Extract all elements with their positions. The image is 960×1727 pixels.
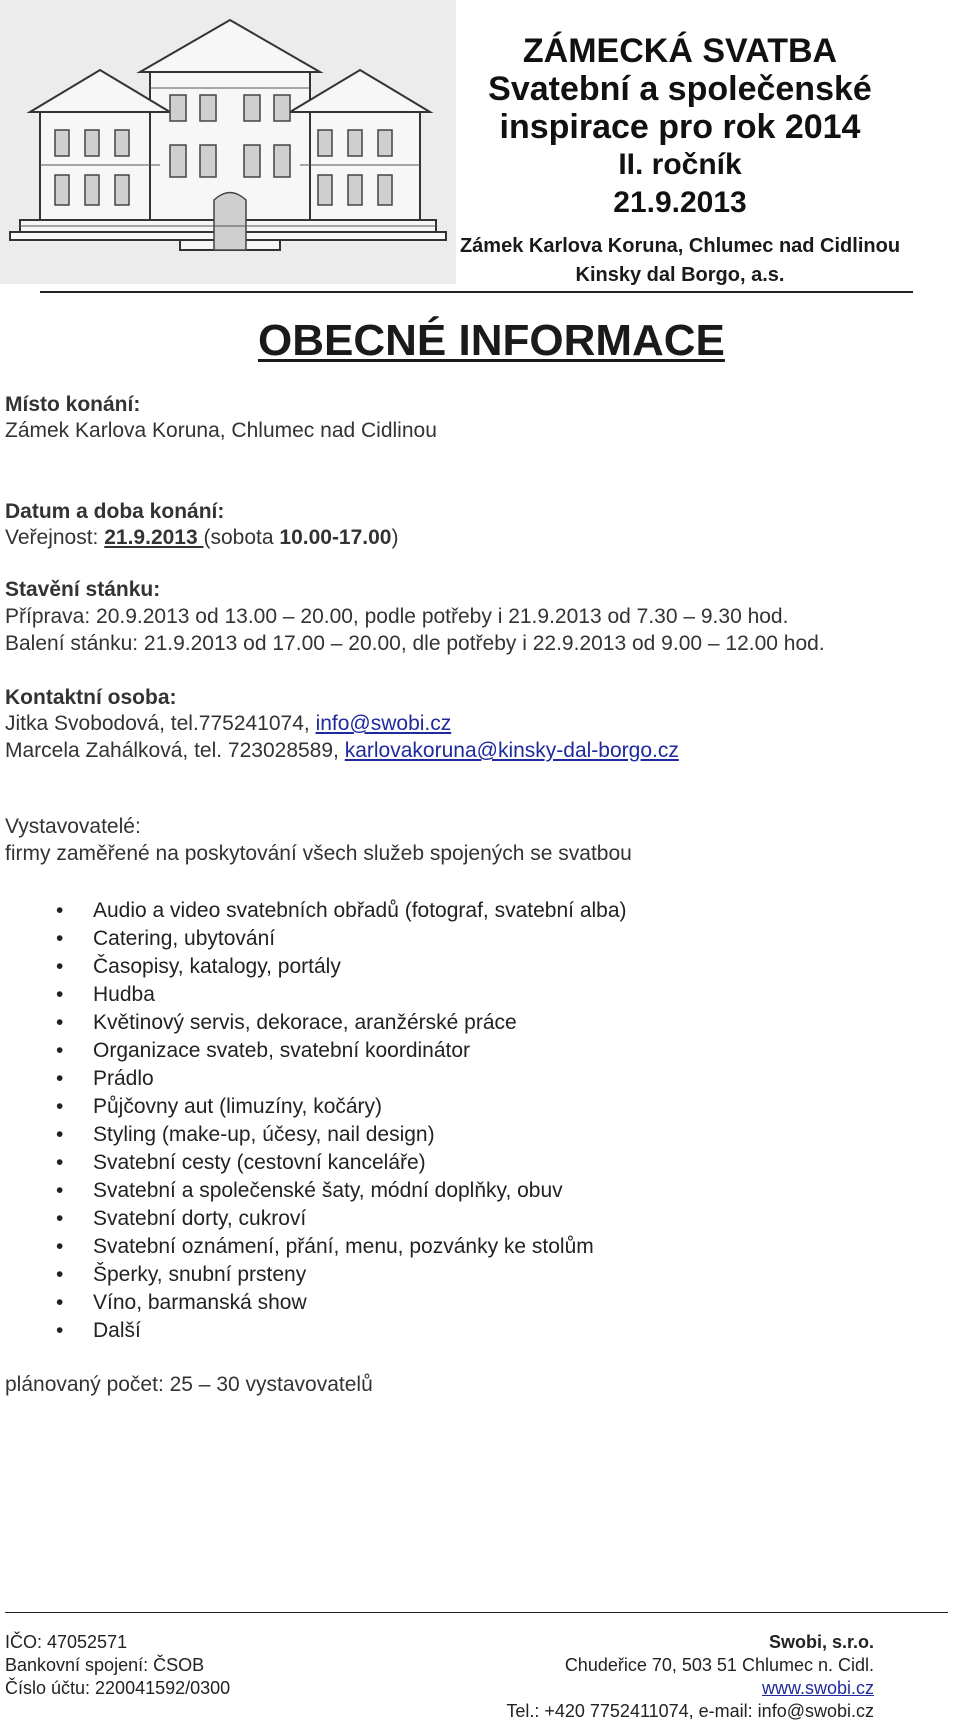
datetime-label: Datum a doba konání: <box>5 500 225 523</box>
bullet-icon: • <box>56 1319 64 1342</box>
footer-divider <box>5 1612 948 1613</box>
place-value: Zámek Karlova Koruna, Chlumec nad Cidlinou <box>5 419 437 442</box>
bullet-icon: • <box>56 1291 64 1314</box>
contact-person-2: Marcela Zahálková, tel. 723028589, karlovakoruna@kinsky-dal-borgo.cz <box>5 739 679 762</box>
service-list-item <box>0 1121 627 1149</box>
event-venue-line1: Zámek Karlova Koruna, Chlumec nad Cidlinou <box>459 235 901 257</box>
footer-web-link[interactable]: www.swobi.cz <box>761 1678 874 1698</box>
bullet-icon: • <box>56 1235 64 1258</box>
contact-person-1: Jitka Svobodová, tel.775241074, info@swobi.cz <box>5 712 452 735</box>
contact-email-link-2[interactable]: karlovakoruna@kinsky-dal-borgo.cz <box>344 739 679 762</box>
event-subtitle-line2: inspirace pro rok 2014 <box>499 108 861 146</box>
footer-phone-email: Tel.: +420 7752411074, e-mail: info@swobi.cz <box>506 1701 874 1721</box>
stand-packing: Balení stánku: 21.9.2013 od 17.00 – 20.00, dle potřeby i 22.9.2013 od 9.00 – 12.00 hod. <box>5 632 825 655</box>
planned-count: plánovaný počet: 25 – 30 vystavovatelů <box>5 1373 373 1396</box>
header-divider <box>40 291 913 293</box>
section-title: OBECNÉ INFORMACE <box>258 316 725 365</box>
bullet-icon: • <box>56 1123 64 1146</box>
service-list-item <box>0 1093 627 1121</box>
exhibitors-description: firmy zaměřené na poskytování všech služeb spojených se svatbou <box>5 842 632 865</box>
service-list-item <box>0 1177 627 1205</box>
service-item-label: Svatební cesty (cestovní kanceláře) <box>93 1151 426 1174</box>
service-list-item <box>0 1065 627 1093</box>
footer-company: Swobi, s.r.o. <box>768 1632 874 1652</box>
place-label: Místo konání: <box>5 393 141 416</box>
service-item-label: Organizace svateb, svatební koordinátor <box>93 1039 471 1062</box>
service-list-item <box>0 925 627 953</box>
event-edition: II. ročník <box>618 148 742 181</box>
event-date: 21.9.2013 <box>613 186 747 219</box>
service-item-label: Svatební dorty, cukroví <box>93 1207 307 1230</box>
bullet-icon: • <box>56 1151 64 1174</box>
event-subtitle-line1: Svatební a společenské <box>488 70 872 108</box>
service-list-item <box>0 1037 627 1065</box>
contact-email-link-1[interactable]: info@swobi.cz <box>315 712 452 735</box>
castle-illustration <box>0 0 456 284</box>
bullet-icon: • <box>56 1263 64 1286</box>
service-item-label: Audio a video svatebních obřadů (fotograf, svatební alba) <box>93 899 627 922</box>
event-venue-line2: Kinsky dal Borgo, a.s. <box>575 264 785 286</box>
service-list-item <box>0 1317 627 1345</box>
service-list-item <box>0 1205 627 1233</box>
footer-ico: IČO: 47052571 <box>5 1632 128 1652</box>
service-item-label: Prádlo <box>93 1067 154 1090</box>
stand-label: Stavění stánku: <box>5 578 161 601</box>
bullet-icon: • <box>56 983 64 1006</box>
stand-preparation: Příprava: 20.9.2013 od 13.00 – 20.00, podle potřeby i 21.9.2013 od 7.30 – 9.30 hod. <box>5 605 789 628</box>
service-list-item <box>0 953 627 981</box>
bullet-icon: • <box>56 1179 64 1202</box>
service-list-item <box>0 897 627 925</box>
service-list-item <box>0 1149 627 1177</box>
bullet-icon: • <box>56 927 64 950</box>
bullet-icon: • <box>56 899 64 922</box>
service-item-label: Svatební oznámení, přání, menu, pozvánky ke stolům <box>93 1235 594 1258</box>
service-item-label: Svatební a společenské šaty, módní doplňky, obuv <box>93 1179 563 1202</box>
exhibitors-label: Vystavovatelé: <box>5 815 141 838</box>
service-list-item <box>0 1233 627 1261</box>
service-list-item <box>0 1289 627 1317</box>
service-item-label: Víno, barmanská show <box>93 1291 307 1314</box>
datetime-value: Veřejnost: 21.9.2013 (sobota 10.00-17.00) <box>5 526 399 549</box>
service-item-label: Styling (make-up, účesy, nail design) <box>93 1123 435 1146</box>
service-list-item <box>0 1009 627 1037</box>
service-item-label: Květinový servis, dekorace, aranžérské práce <box>93 1011 517 1034</box>
contact-label: Kontaktní osoba: <box>5 686 177 709</box>
footer-bank: Bankovní spojení: ČSOB <box>5 1655 205 1675</box>
footer-account: Číslo účtu: 220041592/0300 <box>5 1678 231 1698</box>
service-item-label: Další <box>93 1319 141 1342</box>
bullet-icon: • <box>56 955 64 978</box>
service-list-item <box>0 1261 627 1289</box>
bullet-icon: • <box>56 1207 64 1230</box>
bullet-icon: • <box>56 1039 64 1062</box>
service-item-label: Šperky, snubní prsteny <box>93 1263 307 1286</box>
bullet-icon: • <box>56 1095 64 1118</box>
event-title: ZÁMECKÁ SVATBA <box>522 32 838 70</box>
bullet-icon: • <box>56 1067 64 1090</box>
service-item-label: Catering, ubytování <box>93 927 276 950</box>
bullet-icon: • <box>56 1011 64 1034</box>
services-list <box>0 897 627 1345</box>
footer-address: Chudeřice 70, 503 51 Chlumec n. Cidl. <box>564 1655 874 1675</box>
footer-web <box>762 1677 874 1699</box>
service-item-label: Hudba <box>93 983 155 1006</box>
service-list-item <box>0 981 627 1009</box>
service-item-label: Časopisy, katalogy, portály <box>93 955 341 978</box>
service-item-label: Půjčovny aut (limuzíny, kočáry) <box>93 1095 383 1118</box>
